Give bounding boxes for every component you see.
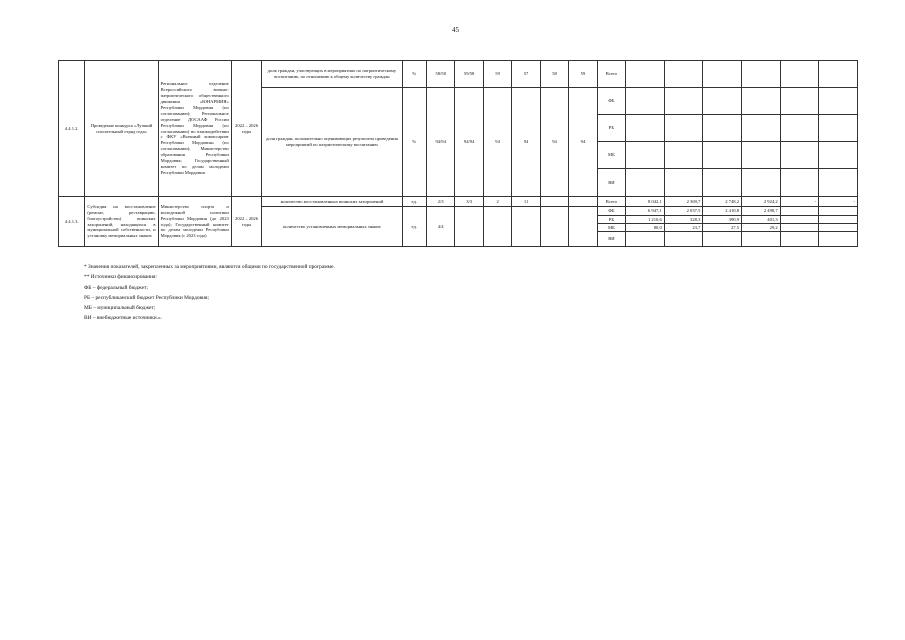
finance-value: 29,2	[742, 224, 781, 232]
indicator-name: доля граждан, участвующих в мероприятиях по патриотическому воспитанию, по отношению к общему количеству граждан	[262, 61, 402, 88]
finance-value: 2 037,5	[664, 207, 703, 216]
finance-value	[780, 207, 819, 216]
finance-value: 8 042,1	[626, 197, 665, 207]
event-executors: Региональное отделение Всероссийского военно-патриотического общественного движения «ЮНАРМИЯ» Республики Мордовия (по согласованию); Региональное отделение ДОСААФ России Республики Мордовия (по согласованию) во взаимодействии с ФКУ «Военный комиссариат Республики Мордовия» (по согласованию); Министерство образования Республики Мордовия; Государственный комитет по делам молодежи Республики Мордовия	[158, 61, 231, 197]
finance-value	[780, 216, 819, 224]
event-number: 4.4.1.2.	[59, 61, 85, 197]
footnote-line: ** Источники финансирования:	[84, 274, 158, 281]
indicator-value: 57	[512, 61, 540, 88]
event-number: 4.4.1.3.	[59, 197, 85, 247]
finance-value	[780, 232, 819, 247]
indicator-value	[569, 197, 597, 207]
program-table	[58, 60, 858, 247]
finance-value: 6 947,1	[626, 207, 665, 216]
footnote-line: ФБ – федеральный бюджет;	[84, 284, 148, 291]
event-executors: Министерство спорта и молодежной политики Республики Мордовия (до 2023 года); Государственный комитет по делам молодежи Республики Мордовия (с 2023 года)	[158, 197, 231, 247]
finance-value	[742, 232, 781, 247]
event-name: Проведение конкурса «Лучший спасательный отряд года»	[85, 61, 158, 197]
indicator-value	[455, 207, 483, 247]
finance-value	[819, 216, 858, 224]
finance-value: 80,0	[626, 224, 665, 232]
finance-value: 1 210,6	[626, 216, 665, 224]
indicator-value: 2	[483, 197, 511, 207]
indicator-value: 94/94	[455, 88, 483, 197]
indicator-value: 59	[483, 61, 511, 88]
indicator-value: 94	[512, 88, 540, 197]
indicator-unit: ед.	[402, 197, 426, 207]
footnote-line: МБ – муниципальный бюджет;	[84, 305, 156, 312]
indicator-value	[569, 207, 597, 247]
indicator-unit: ед.	[402, 207, 426, 247]
indicator-unit: %	[402, 61, 426, 88]
finance-value	[819, 207, 858, 216]
indicator-value: 94/94	[426, 88, 454, 197]
finance-value: 2 924,2	[742, 197, 781, 207]
finance-value	[819, 232, 858, 247]
table-row	[59, 197, 858, 207]
finance-value: 2 498,7	[742, 207, 781, 216]
event-name: Субсидия на восстановление (ремонт, реставрацию, благоустройство) воинских захоронений, находящихся в муниципальной собственности, и установку мемориальных знаков	[85, 197, 158, 247]
finance-source: МБ	[597, 142, 625, 169]
indicator-value	[512, 207, 540, 247]
finance-source: ВИ	[597, 169, 625, 197]
finance-value: -	[780, 197, 819, 207]
indicator-value: 4/4	[426, 207, 454, 247]
indicator-value: 58/58	[426, 61, 454, 88]
event-period: 2022 – 2026 годы	[231, 61, 261, 197]
indicator-value: 94	[569, 88, 597, 197]
page-number: 45	[452, 26, 459, 34]
finance-value: 23,7	[664, 224, 703, 232]
indicator-value: 94	[540, 88, 568, 197]
finance-source: МБ	[597, 224, 625, 232]
footnote-line: ВИ – внебюджетные источники.».	[84, 315, 163, 322]
finance-value: 2 748,2	[703, 197, 742, 207]
indicator-value: 59	[569, 61, 597, 88]
indicator-value: 3/3	[455, 197, 483, 207]
footnote-line: РБ – республиканский бюджет Республики Мордовия;	[84, 294, 209, 301]
table-row	[59, 61, 858, 88]
indicator-unit: %	[402, 88, 426, 197]
finance-source: ВИ	[597, 232, 625, 247]
indicator-value: 58	[540, 61, 568, 88]
indicator-value	[483, 207, 511, 247]
finance-value: -	[819, 197, 858, 207]
indicator-value: 11	[512, 197, 540, 207]
indicator-name: количество восстановленных воинских захоронений	[262, 197, 402, 207]
finance-value: 27,5	[703, 224, 742, 232]
finance-value	[703, 232, 742, 247]
finance-source: Всего	[597, 197, 625, 207]
indicator-value: 59/58	[455, 61, 483, 88]
indicator-value	[540, 197, 568, 207]
indicator-name: доля граждан, положительно оценивающих результаты проведения мероприятий по патриотическому воспитанию	[262, 88, 402, 197]
finance-value: 328,3	[664, 216, 703, 224]
finance-value	[626, 232, 665, 247]
footnotes	[84, 262, 335, 324]
footnote-line: * Значения показателей, закрепленных за мероприятиями, являются общими по государственной программе.	[84, 264, 335, 270]
finance-value	[780, 224, 819, 232]
indicator-value: 2/3	[426, 197, 454, 207]
finance-source: ФБ	[597, 207, 625, 216]
finance-value: 2 410,8	[703, 207, 742, 216]
finance-source: РБ	[597, 115, 625, 142]
finance-source: ФБ	[597, 88, 625, 115]
finance-source: РБ	[597, 216, 625, 224]
finance-value: 2 369,7	[664, 197, 703, 207]
finance-value: 401,3	[742, 216, 781, 224]
finance-value: 390,9	[703, 216, 742, 224]
finance-source: Всего	[597, 61, 625, 88]
finance-value	[819, 224, 858, 232]
event-period: 2022 – 2026 годы	[231, 197, 261, 247]
indicator-value	[540, 207, 568, 247]
indicator-value: 94	[483, 88, 511, 197]
indicator-name: количество установленных мемориальных знаков	[262, 207, 402, 247]
finance-value	[664, 232, 703, 247]
